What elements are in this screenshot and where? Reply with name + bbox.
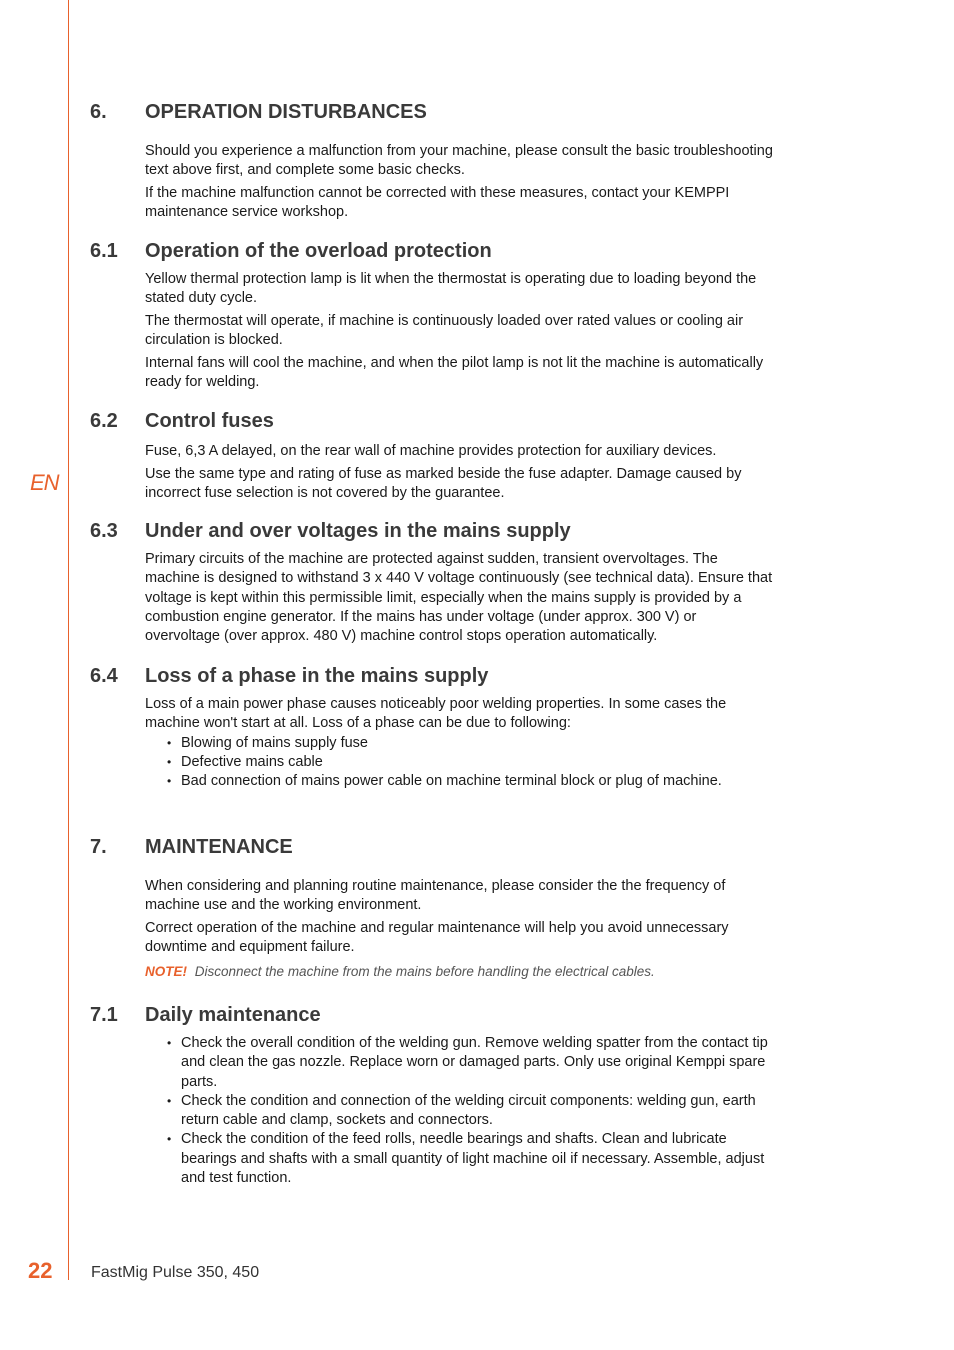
list-item: • Check the overall condition of the welding gun. Remove welding spatter from the contact tip and clean the gas nozzle. Replace worn or damaged parts. Only use original Kemppi spare parts. bbox=[167, 1035, 768, 1090]
note-text: Disconnect the machine from the mains before handling the electrical cables. bbox=[194, 963, 655, 979]
list-item: • Defective mains cable bbox=[145, 753, 775, 772]
page-number: 22 bbox=[28, 1258, 53, 1283]
section-number: 6.3 bbox=[90, 520, 118, 542]
section-title: Operation of the overload protection bbox=[145, 240, 492, 262]
section-heading bbox=[90, 410, 790, 436]
footer-product-name: FastMig Pulse 350, 450 bbox=[91, 1264, 260, 1281]
list-item: • Check the condition and connection of the welding circuit components: welding gun, earth return cable and clamp, sockets and connectors. bbox=[167, 1092, 756, 1129]
section-title: Under and over voltages in the mains supply bbox=[145, 520, 571, 542]
bullet-list bbox=[145, 734, 775, 792]
paragraph: The thermostat will operate, if machine is continuously loaded over rated values or cooling air circulation is blocked. bbox=[145, 313, 744, 349]
paragraph: Yellow thermal protection lamp is lit when the thermostat is operating due to loading beyond the stated duty cycle. bbox=[145, 271, 757, 307]
section-body bbox=[145, 550, 775, 646]
section-number: 6. bbox=[90, 101, 107, 123]
paragraph: Use the same type and rating of fuse as marked beside the fuse adapter. Damage caused by incorrect fuse selection is not covered by the guarantee. bbox=[145, 465, 742, 502]
bullet-icon: • bbox=[167, 1132, 172, 1147]
paragraph: Internal fans will cool the machine, and when the pilot lamp is not lit the machine is automatically ready for welding. bbox=[145, 355, 764, 391]
section-body bbox=[145, 270, 775, 393]
section-title: Daily maintenance bbox=[145, 1004, 321, 1026]
section-heading bbox=[90, 665, 790, 691]
section-number: 6.2 bbox=[90, 410, 118, 432]
section-body bbox=[145, 695, 775, 734]
section-body bbox=[145, 877, 775, 958]
bullet-icon: • bbox=[167, 735, 172, 750]
section-6-2 bbox=[90, 410, 790, 507]
section-7-1 bbox=[90, 1004, 790, 1188]
section-number: 7. bbox=[90, 836, 107, 858]
paragraph: Correct operation of the machine and regular maintenance will help you avoid unnecessary downtime and equipment failure. bbox=[145, 920, 729, 956]
paragraph: When considering and planning routine maintenance, please consider the the frequency of machine use and the working environment. bbox=[145, 878, 726, 914]
bullet-icon: • bbox=[167, 754, 172, 769]
section-number: 7.1 bbox=[90, 1004, 118, 1026]
list-item: • Blowing of mains supply fuse bbox=[145, 734, 775, 753]
paragraph: Primary circuits of the machine are protected against sudden, transient overvoltages. The machine is designed to withstand 3 x 440 V voltage continuously (see technical data). Ensure that voltage is kept within this permissible limit, especially when the mains supply is provided by a combustion engine generator. If the mains has under voltage (under approx. 300 V) or overvoltage (over approx. 480 V) machine control stops operation automatically. bbox=[145, 551, 773, 645]
section-title: MAINTENANCE bbox=[145, 836, 293, 858]
section-6-4 bbox=[90, 665, 790, 791]
section-number: 6.4 bbox=[90, 665, 118, 687]
section-heading bbox=[90, 520, 790, 546]
paragraph: Loss of a main power phase causes noticeably poor welding properties. In some cases the machine won't start at all. Loss of a phase can be due to following: bbox=[145, 696, 727, 732]
margin-rule bbox=[68, 0, 69, 1280]
section-heading bbox=[90, 836, 790, 862]
bullet-icon: • bbox=[167, 1036, 172, 1050]
paragraph: Should you experience a malfunction from your machine, please consult the basic troubleshooting text above first, and complete some basic checks. bbox=[145, 143, 773, 179]
note bbox=[145, 964, 790, 979]
section-7 bbox=[90, 836, 790, 979]
section-6-1 bbox=[90, 240, 790, 396]
section-body bbox=[145, 442, 775, 503]
section-heading bbox=[90, 1004, 790, 1030]
bullet-icon: • bbox=[167, 1093, 172, 1108]
section-heading bbox=[90, 101, 790, 127]
note-label: NOTE! bbox=[145, 963, 187, 979]
section-body bbox=[145, 142, 775, 223]
section-title: Control fuses bbox=[145, 410, 274, 432]
list-item: • Bad connection of mains power cable on machine terminal block or plug of machine. bbox=[145, 772, 775, 791]
section-heading bbox=[90, 240, 790, 266]
bullet-list bbox=[145, 1034, 775, 1188]
paragraph: If the machine malfunction cannot be corrected with these measures, contact your KEMPPI maintenance service workshop. bbox=[145, 185, 730, 221]
list-item: • Check the condition of the feed rolls, needle bearings and shafts. Clean and lubricate bearings and shafts with a small quantity of light machine oil if necessary. Assemble, adjust and test function. bbox=[167, 1131, 765, 1187]
section-number: 6.1 bbox=[90, 240, 118, 262]
section-title: Loss of a phase in the mains supply bbox=[145, 665, 489, 687]
section-6 bbox=[90, 101, 790, 226]
section-6-3 bbox=[90, 520, 790, 650]
section-title: OPERATION DISTURBANCES bbox=[145, 101, 427, 123]
language-tab: EN bbox=[30, 470, 59, 495]
paragraph: Fuse, 6,3 A delayed, on the rear wall of machine provides protection for auxiliary devices. bbox=[145, 443, 717, 459]
bullet-icon: • bbox=[167, 774, 172, 789]
